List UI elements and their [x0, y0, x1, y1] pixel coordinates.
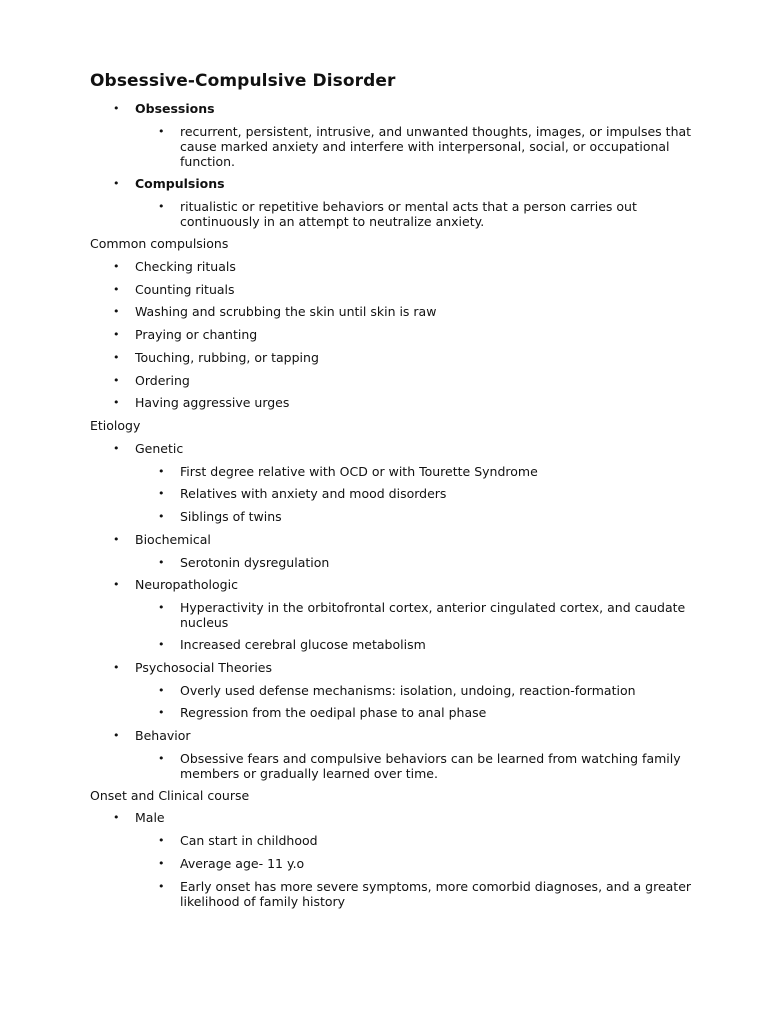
bullet: • [113, 661, 120, 674]
bullet: • [113, 102, 120, 115]
list-item: Checking rituals [135, 259, 236, 274]
list-item: Serotonin dysregulation [180, 555, 330, 570]
bullet: • [113, 351, 120, 364]
list-item-continuation: likelihood of family history [180, 894, 346, 909]
list-item: Overly used defense mechanisms: isolation, undoing, reaction-formation [180, 683, 636, 698]
bullet: • [158, 556, 165, 569]
list-item: Hyperactivity in the orbitofrontal cortex, anterior cingulated cortex, and caudate [180, 600, 686, 615]
bullet: • [158, 857, 165, 870]
list-item-continuation: nucleus [180, 615, 229, 630]
bullet: • [158, 880, 165, 893]
bullet: • [158, 200, 165, 213]
biochemical-label: Biochemical [135, 532, 211, 547]
list-item: Washing and scrubbing the skin until skin is raw [135, 304, 437, 319]
list-item: Touching, rubbing, or tapping [135, 350, 319, 365]
bullet: • [158, 638, 165, 651]
compulsions-desc-line: continuously in an attempt to neutralize anxiety. [180, 214, 485, 229]
list-item: Praying or chanting [135, 327, 258, 342]
male-label: Male [135, 810, 165, 825]
bullet: • [113, 729, 120, 742]
list-item-continuation: members or gradually learned over time. [180, 766, 438, 781]
bullet: • [113, 177, 120, 190]
obsessions-label: Obsessions [135, 101, 215, 116]
obsessions-desc-line: cause marked anxiety and interfere with interpersonal, social, or occupational [180, 139, 670, 154]
obsessions-desc-line: recurrent, persistent, intrusive, and unwanted thoughts, images, or impulses that [180, 124, 692, 139]
obsessions-desc-line: function. [180, 154, 236, 169]
genetic-label: Genetic [135, 441, 184, 456]
list-item: Average age- 11 y.o [180, 856, 305, 871]
neuropathologic-label: Neuropathologic [135, 577, 238, 592]
compulsions-label: Compulsions [135, 176, 225, 191]
bullet: • [158, 706, 165, 719]
compulsions-desc-line: ritualistic or repetitive behaviors or mental acts that a person carries out [180, 199, 637, 214]
list-item: First degree relative with OCD or with Tourette Syndrome [180, 464, 538, 479]
bullet: • [158, 465, 165, 478]
bullet: • [113, 305, 120, 318]
bullet: • [158, 684, 165, 697]
bullet: • [113, 396, 120, 409]
list-item: Siblings of twins [180, 509, 282, 524]
list-item: Regression from the oedipal phase to anal phase [180, 705, 487, 720]
bullet: • [158, 752, 165, 765]
behavior-label: Behavior [135, 728, 191, 743]
bullet: • [113, 374, 120, 387]
bullet: • [113, 811, 120, 824]
list-item: Ordering [135, 373, 190, 388]
list-item: Early onset has more severe symptoms, more comorbid diagnoses, and a greater [180, 879, 692, 894]
bullet: • [158, 834, 165, 847]
bullet: • [158, 487, 165, 500]
common-compulsions-heading: Common compulsions [90, 236, 229, 251]
bullet: • [113, 260, 120, 273]
list-item: Counting rituals [135, 282, 235, 297]
list-item: Having aggressive urges [135, 395, 290, 410]
onset-heading: Onset and Clinical course [90, 788, 250, 803]
list-item: Relatives with anxiety and mood disorders [180, 486, 447, 501]
page-title: Obsessive-Compulsive Disorder [90, 71, 396, 91]
list-item: Obsessive fears and compulsive behaviors can be learned from watching family [180, 751, 681, 766]
bullet: • [113, 283, 120, 296]
bullet: • [113, 578, 120, 591]
bullet: • [113, 442, 120, 455]
bullet: • [113, 533, 120, 546]
bullet: • [158, 601, 165, 614]
psychosocial-label: Psychosocial Theories [135, 660, 272, 675]
bullet: • [113, 328, 120, 341]
bullet: • [158, 125, 165, 138]
list-item: Increased cerebral glucose metabolism [180, 637, 426, 652]
etiology-heading: Etiology [90, 418, 141, 433]
bullet: • [158, 510, 165, 523]
list-item: Can start in childhood [180, 833, 318, 848]
